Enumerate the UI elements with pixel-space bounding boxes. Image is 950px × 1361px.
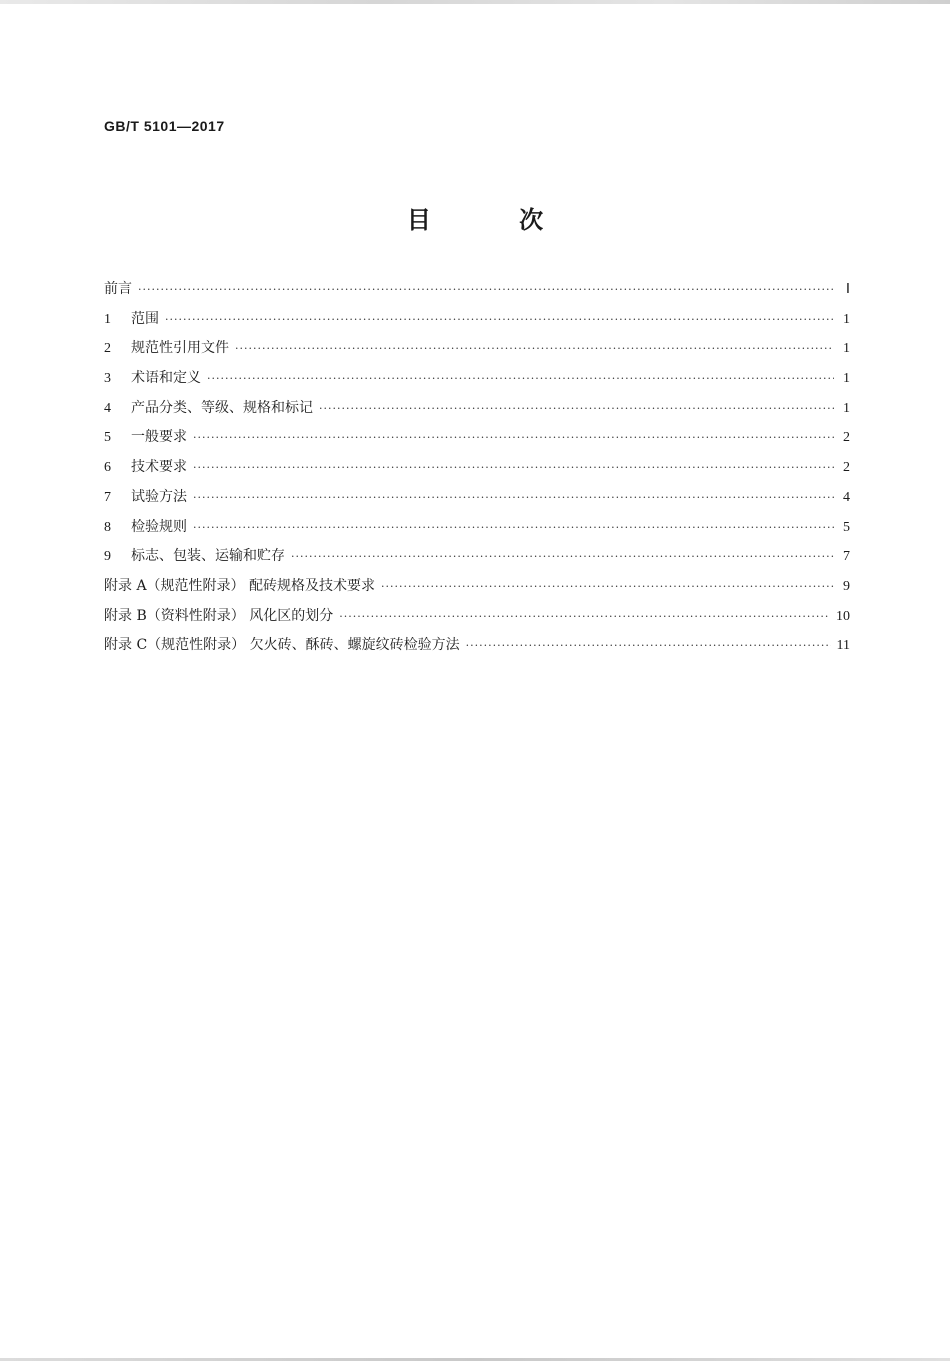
toc-entry-annex-b[interactable] xyxy=(104,605,850,635)
toc-entry-6[interactable] xyxy=(104,456,850,486)
toc-entry-number: 5 xyxy=(104,430,111,446)
toc-entry-label: 附录 C（规范性附录） 欠火砖、酥砖、螺旋纹砖检验方法 xyxy=(104,637,460,654)
toc-entry-label: 前言 xyxy=(104,281,132,297)
toc-entry-1[interactable] xyxy=(104,308,850,338)
toc-entry-4[interactable] xyxy=(104,397,850,427)
toc-page-number: Ⅰ xyxy=(845,282,850,297)
toc-entry-number: 7 xyxy=(104,489,111,505)
toc-entry-number: 4 xyxy=(104,400,111,416)
toc-leader-dots xyxy=(207,372,834,385)
toc-leader-dots xyxy=(381,580,834,593)
toc-page-number: 1 xyxy=(843,371,850,387)
toc-entry-annex-a[interactable] xyxy=(104,575,850,605)
toc-entry-label: 术语和定义 xyxy=(131,370,201,387)
toc-entry-number: 3 xyxy=(104,371,111,387)
toc-page-number: 11 xyxy=(836,638,850,654)
toc-entry-label: 标志、包装、运输和贮存 xyxy=(131,548,285,565)
toc-page-number: 4 xyxy=(843,489,850,505)
toc-leader-dots xyxy=(291,550,834,563)
toc-entry-9[interactable] xyxy=(104,545,850,575)
document-code: GB/T 5101—2017 xyxy=(104,118,225,134)
toc-entry-label: 产品分类、等级、规格和标记 xyxy=(131,399,313,416)
toc-page-number: 1 xyxy=(843,341,850,357)
toc-entry-label: 附录 A（规范性附录） 配砖规格及技术要求 xyxy=(104,577,376,594)
toc-leader-dots xyxy=(193,461,834,474)
toc-entry-label: 规范性引用文件 xyxy=(131,340,229,357)
toc-leader-dots xyxy=(138,283,834,296)
toc-entry-label: 技术要求 xyxy=(131,459,187,476)
toc-leader-dots xyxy=(193,521,834,534)
toc-entry-number: 1 xyxy=(104,311,111,327)
toc-page-number: 1 xyxy=(843,400,850,416)
toc-entry-label: 附录 B（资料性附录） 风化区的划分 xyxy=(104,607,334,624)
toc-page-number: 2 xyxy=(843,460,850,476)
toc-leader-dots xyxy=(319,402,834,415)
scan-edge-top xyxy=(0,0,950,4)
toc-entry-7[interactable] xyxy=(104,486,850,516)
toc-page-number: 9 xyxy=(843,578,850,594)
toc-entry-number: 9 xyxy=(104,549,111,565)
toc-page-number: 2 xyxy=(843,430,850,446)
toc-entry-3[interactable] xyxy=(104,367,850,397)
toc-entry-label: 试验方法 xyxy=(131,488,187,505)
toc-entry-5[interactable] xyxy=(104,426,850,456)
toc-entry-label: 一般要求 xyxy=(131,429,187,446)
table-of-contents xyxy=(104,278,850,664)
toc-leader-dots xyxy=(193,431,834,444)
toc-leader-dots xyxy=(193,491,834,504)
toc-leader-dots xyxy=(339,610,830,623)
toc-entry-label: 检验规则 xyxy=(131,518,187,535)
toc-page-number: 10 xyxy=(836,608,850,624)
toc-leader-dots xyxy=(235,342,834,355)
toc-entry-number: 2 xyxy=(104,341,111,357)
toc-entry-label: 范围 xyxy=(131,310,159,327)
toc-page-number: 1 xyxy=(843,311,850,327)
toc-leader-dots xyxy=(165,313,834,326)
toc-entry-number: 8 xyxy=(104,519,111,535)
toc-entry-number: 6 xyxy=(104,460,111,476)
toc-entry-8[interactable] xyxy=(104,516,850,546)
toc-entry-foreword[interactable] xyxy=(104,278,850,308)
page-title: 目 次 xyxy=(406,206,584,234)
toc-leader-dots xyxy=(466,639,831,652)
toc-entry-2[interactable] xyxy=(104,337,850,367)
toc-entry-annex-c[interactable] xyxy=(104,634,850,664)
toc-page-number: 5 xyxy=(843,519,850,535)
toc-page-number: 7 xyxy=(843,549,850,565)
